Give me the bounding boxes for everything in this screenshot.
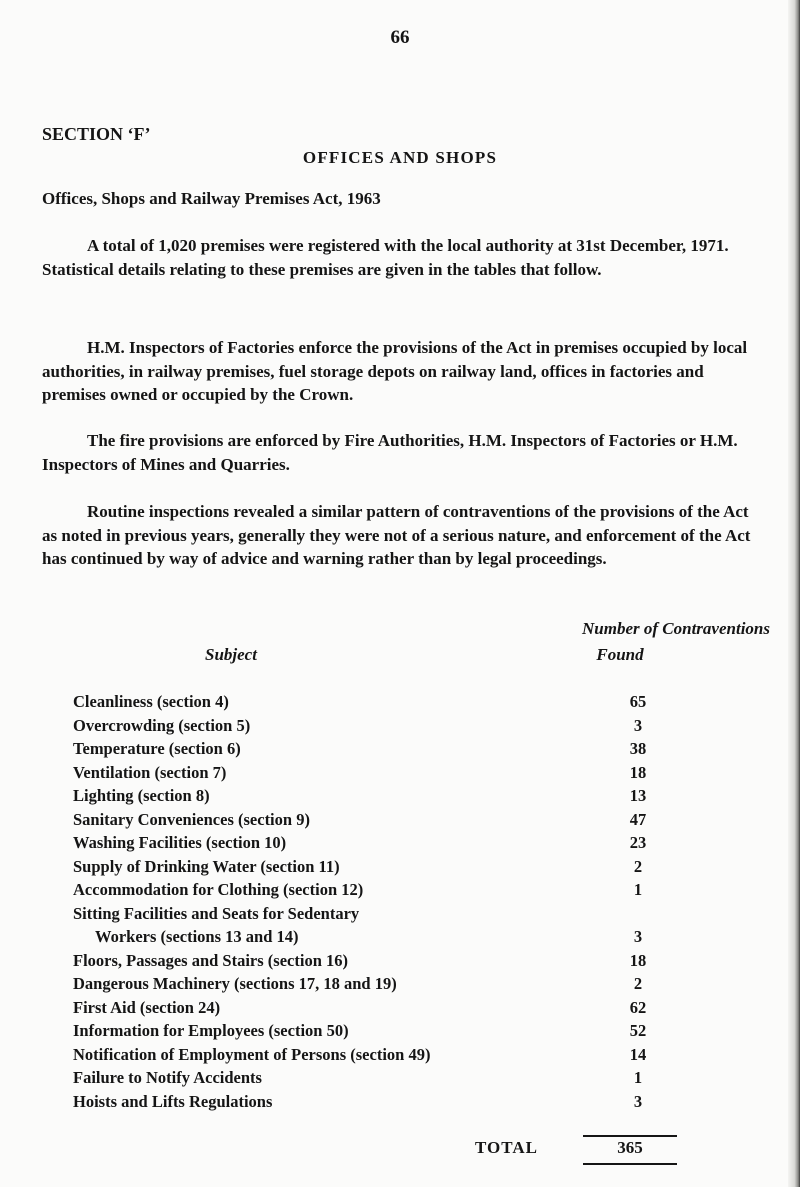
row-count: 18 (629, 950, 647, 970)
row-subject (73, 831, 593, 855)
table-row (73, 831, 693, 855)
row-subject-text: Sitting Facilities and Seats for Sedentary (73, 903, 360, 923)
row-subject (73, 902, 593, 949)
row-subject (73, 996, 593, 1020)
row-subject-text: Cleanliness (section 4) (73, 692, 229, 711)
act-title: Offices, Shops and Railway Premises Act, 1963 (42, 189, 381, 208)
row-count: 18 (629, 762, 647, 782)
row-subject-text: Supply of Drinking Water (section 11) (73, 856, 340, 876)
row-count: 52 (629, 1021, 647, 1040)
row-subject-text: Washing Facilities (section 10) (73, 833, 287, 852)
row-count: 47 (629, 809, 647, 829)
row-subject (73, 808, 593, 832)
table-row (73, 690, 693, 714)
row-subject-text: Sanitary Conveniences (section 9) (73, 809, 310, 829)
table-row (73, 761, 693, 785)
table-row (73, 1090, 693, 1114)
row-subject-text: Information for Employees (section 50) (73, 1021, 349, 1040)
row-subject-text: Ventilation (section 7) (73, 762, 227, 782)
row-count: 1 (633, 880, 643, 899)
row-subject (73, 972, 593, 996)
page-number: 66 (390, 27, 410, 48)
row-count: 2 (633, 974, 643, 993)
row-count: 23 (629, 833, 647, 852)
row-count: 2 (633, 856, 643, 876)
row-subject-text: Floors, Passages and Stairs (section 16) (73, 950, 348, 970)
row-subject (73, 737, 593, 761)
row-count: 3 (633, 1091, 643, 1111)
row-subject (73, 878, 593, 902)
row-subject-text: Accommodation for Clothing (section 12) (73, 880, 364, 899)
row-count: 62 (629, 997, 647, 1017)
paragraph-registered-premises: A total of 1,020 premises were registered with the local authority at 31st December, 1971. Statistical details relating to these premises are given in the tables that follow. (42, 236, 729, 279)
table-row (73, 1019, 693, 1043)
table-row (73, 996, 693, 1020)
section-title: OFFICES AND SHOPS (302, 148, 498, 167)
table-row (73, 972, 693, 996)
row-subject-text: Notification of Employment of Persons (section 49) (73, 1044, 431, 1064)
row-subject-text: Temperature (section 6) (73, 739, 241, 758)
paragraph-fire-provisions: The fire provisions are enforced by Fire Authorities, H.M. Inspectors of Factories or H.M. Inspectors of Mines and Quarries. (42, 431, 738, 474)
row-subject-text: Overcrowding (section 5) (73, 715, 251, 735)
row-count: 1 (633, 1068, 643, 1087)
row-subject (73, 1090, 593, 1114)
row-subject (73, 949, 593, 973)
total-label: TOTAL (475, 1138, 538, 1157)
total-rule-bottom (583, 1163, 677, 1165)
table-row (73, 855, 693, 879)
row-subject-continuation: Workers (sections 13 and 14) (95, 927, 299, 946)
table-row (73, 714, 693, 738)
row-subject (73, 1043, 593, 1067)
table-row (73, 949, 693, 973)
table-row (73, 878, 693, 902)
row-subject (73, 714, 593, 738)
row-subject-text: First Aid (section 24) (73, 997, 221, 1017)
table-row (73, 1043, 693, 1067)
paragraph-hm-inspectors: H.M. Inspectors of Factories enforce the provisions of the Act in premises occupied by local authorities, in railway premises, fuel storage depots on railway land, offices in factories and premises owned or occupied by the Crown. (42, 338, 748, 404)
column-header-number: Number of Contraventions (582, 619, 770, 638)
row-subject (73, 1019, 593, 1043)
total-rule-top (583, 1135, 677, 1137)
table-row (73, 902, 693, 949)
contraventions-table (73, 690, 693, 1113)
row-subject-text: Failure to Notify Accidents (73, 1068, 262, 1087)
table-row (73, 784, 693, 808)
column-header-found: Found (596, 645, 644, 664)
row-subject (73, 690, 593, 714)
row-subject-text: Hoists and Lifts Regulations (73, 1091, 273, 1111)
total-value: 365 (617, 1138, 643, 1157)
page-edge-shadow (788, 0, 800, 1187)
row-count: 65 (629, 692, 647, 711)
row-count: 3 (633, 715, 643, 735)
column-header-subject: Subject (205, 645, 257, 664)
row-count: 13 (629, 786, 647, 805)
row-count: 14 (629, 1044, 647, 1064)
row-subject-text: Lighting (section 8) (73, 786, 210, 805)
row-subject (73, 761, 593, 785)
table-row (73, 737, 693, 761)
table-row (73, 808, 693, 832)
section-label: SECTION ‘F’ (42, 124, 151, 144)
row-count: 3 (633, 927, 643, 946)
row-subject (73, 1066, 593, 1090)
row-subject (73, 855, 593, 879)
row-count: 38 (629, 739, 647, 758)
row-subject-text: Dangerous Machinery (sections 17, 18 and 19) (73, 974, 397, 993)
table-row (73, 1066, 693, 1090)
paragraph-routine-inspections: Routine inspections revealed a similar pattern of contraventions of the provisions of the Act as noted in previous years, generally they were not of a serious nature, and enforcement of the Act has continued by way of advice and warning rather than by legal proceedings. (42, 502, 751, 568)
row-subject (73, 784, 593, 808)
